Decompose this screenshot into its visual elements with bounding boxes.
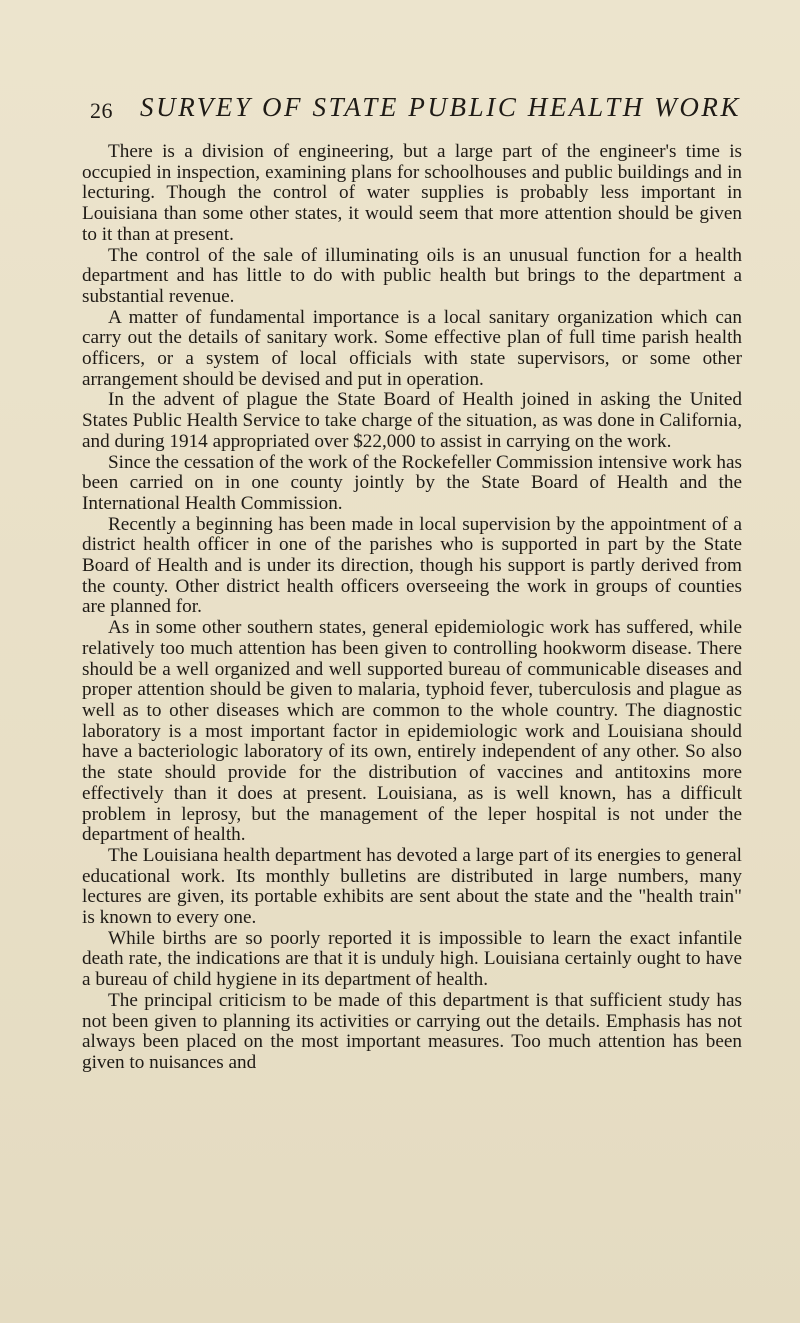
paragraph-illuminating-oils: The control of the sale of illuminating oils is an unusual function for a health department and has little to do with public health but brings to the department a substantial revenue. bbox=[82, 244, 742, 307]
page-header bbox=[82, 92, 742, 132]
paragraph-rockefeller: Since the cessation of the work of the Rockefeller Commission intensive work has been carried on in one county jointly by the State Board of Health and the International Health Commission. bbox=[82, 451, 742, 514]
body-text bbox=[82, 142, 742, 1074]
page-number: 26 bbox=[90, 98, 113, 123]
paragraph-local-organization: A matter of fundamental importance is a local sanitary organization which can carry out the details of sanitary work. Some effective plan of full time parish health officers, or a system of local officials with state supervisors, or some other arrangement should be devised and put in operation. bbox=[82, 306, 742, 390]
running-title: SURVEY OF STATE PUBLIC HEALTH WORK bbox=[140, 92, 742, 122]
paragraph-epidemiology: As in some other southern states, general epidemiologic work has suffered, while relatively too much attention has been given to controlling hookworm disease. There should be a well organized and well supported bureau of communicable diseases and proper attention should be given to malaria, typhoid fever, tuberculosis and plague as well as to other diseases which are common to the whole country. The diagnostic laboratory is a most important factor in epidemiologic work and Louisiana should have a bacteriologic laboratory of its own, entirely independent of any other. So also the state should provide for the distribution of vaccines and antitoxins more effectively than it does at present. Louisiana, as is well known, has a difficult problem in leprosy, but the management of the leper hospital is not under the department of health. bbox=[82, 617, 742, 846]
paragraph-district-officer: Recently a beginning has been made in local supervision by the appointment of a district health officer in one of the parishes who is supported in part by the State Board of Health and is under its direction, though his support is partly derived from the county. Other district health officers overseeing the work in groups of counties are planned for. bbox=[82, 513, 742, 618]
paragraph-plague: In the advent of plague the State Board of Health joined in asking the United States Public Health Service to take charge of the situation, as was done in California, and during 1914 appropriated over $22,000 to assist in carrying on the work. bbox=[82, 389, 742, 452]
paragraph-criticism: The principal criticism to be made of this department is that sufficient study has not been given to planning its activities or carrying out the details. Emphasis has not always been placed on the most important measures. Too much attention has been given to nuisances and bbox=[82, 989, 742, 1073]
paragraph-education: The Louisiana health department has devoted a large part of its energies to general educational work. Its monthly bulletins are distributed in large numbers, many lectures are given, its portable exhibits are sent about the state and the "health train" is known to every one. bbox=[82, 844, 742, 929]
paragraph-child-hygiene: While births are so poorly reported it is impossible to learn the exact infantile death rate, the indications are that it is unduly high. Louisiana certainly ought to have a bureau of child hygiene in its department of health. bbox=[82, 927, 742, 991]
paragraph-engineering: There is a division of engineering, but a large part of the engineer's time is occupied in inspection, examining plans for schoolhouses and public buildings and in lecturing. Though the control of water supplies is probably less important in Louisiana than some other states, it would seem that more attention should be given to it than at present. bbox=[82, 141, 742, 245]
